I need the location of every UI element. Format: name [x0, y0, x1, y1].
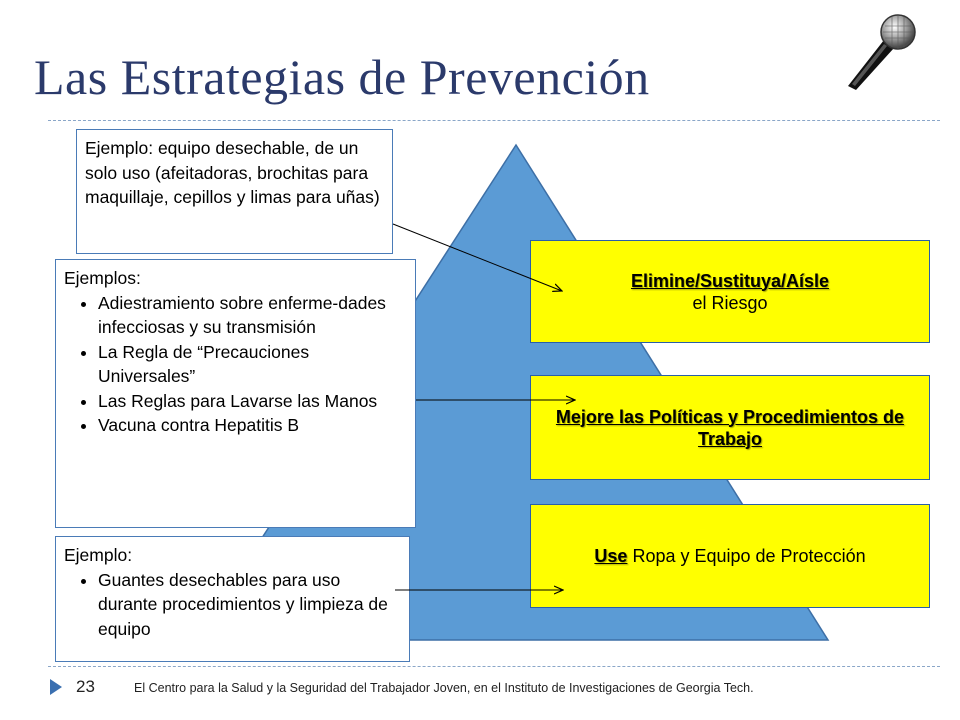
level-ppe-title: Use — [594, 546, 628, 566]
example-top-text: Ejemplo: equipo desechable, de un solo uso (afeitadoras, brochitas para maquillaje, cepillos y limas para uñas) — [85, 138, 380, 207]
arrow-top — [393, 224, 562, 291]
level-policies-title: Mejore las Políticas y Procedimientos de Trabajo — [555, 406, 905, 449]
list-item: • Las Reglas para Lavarse las Manos — [98, 389, 407, 414]
page-number: 23 — [76, 677, 95, 696]
level-eliminate-title: Elimine/Sustituya/Aísle — [630, 270, 830, 291]
example-bottom-heading: Ejemplo: — [64, 545, 133, 565]
slide-title: Las Estrategias de Prevención — [34, 49, 650, 105]
list-item: • Adiestramiento sobre enferme-dades infecciosas y su transmisión — [98, 291, 407, 340]
footer-divider — [48, 666, 940, 667]
example-middle-heading: Ejemplos: — [64, 268, 141, 288]
list-item: • La Regla de “Precauciones Universales” — [98, 340, 407, 389]
level-ppe-text: Ropa y Equipo de Protección — [627, 546, 866, 566]
list-item: • Vacuna contra Hepatitis B — [98, 413, 407, 438]
footer-credit: El Centro para la Salud y la Seguridad del Trabajador Joven, en el Instituto de Investigaciones de Georgia Tech. — [134, 681, 754, 695]
list-item: • Guantes desechables para uso durante procedimientos y limpieza de equipo — [98, 568, 401, 642]
level-eliminate-text: el Riesgo — [692, 292, 768, 313]
footer-arrow-icon — [48, 678, 64, 696]
